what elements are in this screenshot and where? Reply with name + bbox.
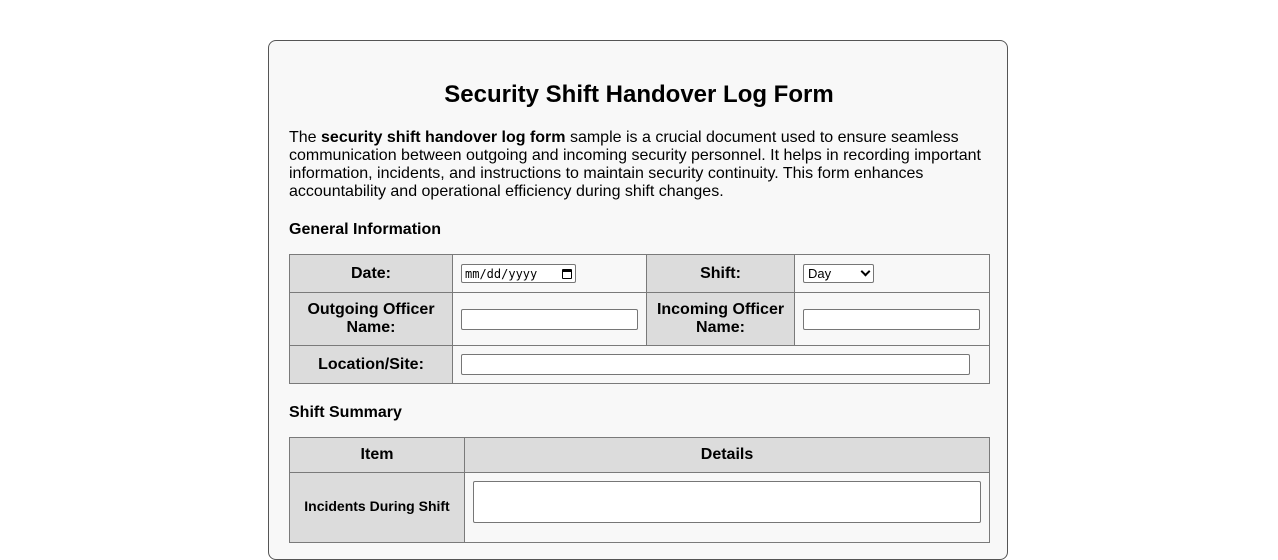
shift-cell xyxy=(795,255,990,293)
general-info-heading: General Information xyxy=(289,221,442,238)
incoming-officer-label: Incoming Officer Name: xyxy=(647,293,795,346)
outgoing-officer-label: Outgoing Officer Name: xyxy=(290,293,453,346)
outgoing-officer-input[interactable] xyxy=(461,309,638,330)
location-label: Location/Site: xyxy=(290,346,453,384)
chevron-down-icon xyxy=(861,267,871,277)
shift-label: Shift: xyxy=(647,255,795,293)
date-placeholder: mm/dd/yyyy xyxy=(465,266,538,281)
form-card xyxy=(268,40,1008,560)
incoming-officer-input[interactable] xyxy=(803,309,980,330)
intro-paragraph xyxy=(289,129,989,201)
intro-bold: security shift handover log form xyxy=(321,129,566,146)
shift-select[interactable] xyxy=(803,264,874,283)
date-input[interactable] xyxy=(461,264,576,283)
shift-selected-value: Day xyxy=(808,265,832,281)
outgoing-officer-cell xyxy=(453,293,647,346)
column-header-item: Item xyxy=(290,438,465,473)
column-header-details: Details xyxy=(465,438,990,473)
shift-summary-heading: Shift Summary xyxy=(289,404,402,421)
location-input[interactable] xyxy=(461,354,970,375)
incidents-textarea[interactable] xyxy=(473,481,981,523)
table-row xyxy=(290,473,990,543)
intro-suffix: sample is a crucial document used to ensure seamless communication between outgoing and incoming security personnel. It helps in recording important information, incidents, and instructions to maintain security continuity. This form enhances accountability and operational efficiency during shift changes. xyxy=(289,129,981,200)
page-title: Security Shift Handover Log Form xyxy=(444,81,834,108)
date-label: Date: xyxy=(290,255,453,293)
calendar-icon[interactable] xyxy=(562,269,572,279)
incoming-officer-cell xyxy=(795,293,990,346)
row-details-cell xyxy=(465,473,990,543)
row-item-label: Incidents During Shift xyxy=(290,473,465,543)
intro-prefix: The xyxy=(289,129,322,146)
date-cell xyxy=(453,255,647,293)
general-info-table xyxy=(289,254,990,384)
location-cell xyxy=(453,346,990,384)
shift-summary-table xyxy=(289,437,990,543)
